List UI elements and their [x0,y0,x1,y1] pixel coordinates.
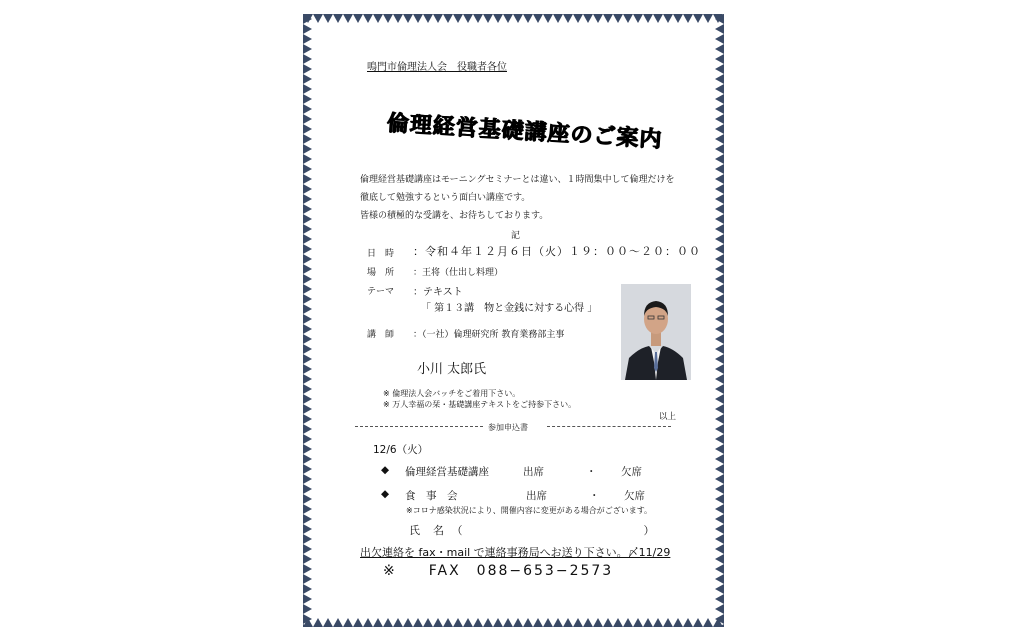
intro-line: 皆様の積極的な受講を、お待ちしております。 [360,211,549,221]
absent-option[interactable]: 欠席 [624,490,645,502]
date-value: ：令和４年１２月６日（火）１９：００〜２０：００ [413,245,701,258]
form-date: 12/6（火） [373,444,429,456]
theme-label: テーマ [367,287,395,297]
fax-number: ※ FAX 088−653−2573 [383,563,614,579]
flyer-title: 倫理経営基礎講座のご案内 [386,111,664,153]
covid-note: ※コロナ感染状況により、開催内容に変更がある場合がございます。 [406,506,653,515]
separator-dot: ・ [586,466,597,478]
closing-text: 以上 [659,412,677,422]
divider-left [355,426,483,427]
absent-option[interactable]: 欠席 [621,466,642,478]
name-field[interactable]: 氏 名 （ ） [409,524,656,537]
diamond-icon: ◆ [381,488,390,500]
flyer-sheet [303,14,724,627]
lecturer-label: 講 師 [367,330,395,340]
diamond-icon: ◆ [381,464,390,476]
addressee: 鳴門市倫理法人会 役職者各位 [367,62,507,73]
attend-option[interactable]: 出席 [526,490,547,502]
speaker-photo [621,284,691,380]
note-line: ※ 倫理法人会バッチをご着用下さい。 [383,389,521,398]
date-label: 日 時 [367,249,395,259]
place-value: ：王将（仕出し料理） [413,268,504,278]
intro-line: 倫理経営基礎講座はモーニングセミナーとは違い、１時間集中して倫理だけを [360,175,675,185]
attend-option[interactable]: 出席 [523,466,544,478]
note-line: ※ 万人幸福の栞・基礎講座テキストをご持参下さい。 [383,400,577,409]
row-label: 食 事 会 [405,490,458,502]
lecturer-value: ：（一社）倫理研究所 教育業務部主事 [413,330,565,340]
form-heading: 参加申込書 [488,423,528,432]
divider-right [547,426,671,427]
place-label: 場 所 [367,268,395,278]
row-label: 倫理経営基礎講座 [405,466,489,478]
theme-subtitle: 「 第１３講 物と金銭に対する心得 」 [421,303,598,314]
intro-line: 徹底して勉強するという面白い講座です。 [360,193,531,203]
separator-dot: ・ [589,490,600,502]
footer-instruction: 出欠連絡を fax・mail で連絡事務局へお送り下さい。〆11/29 [360,546,671,559]
ki-mark: 記 [511,231,521,241]
theme-value: ：テキスト [413,287,463,298]
speaker-name: 小川 太郎氏 [417,362,487,377]
